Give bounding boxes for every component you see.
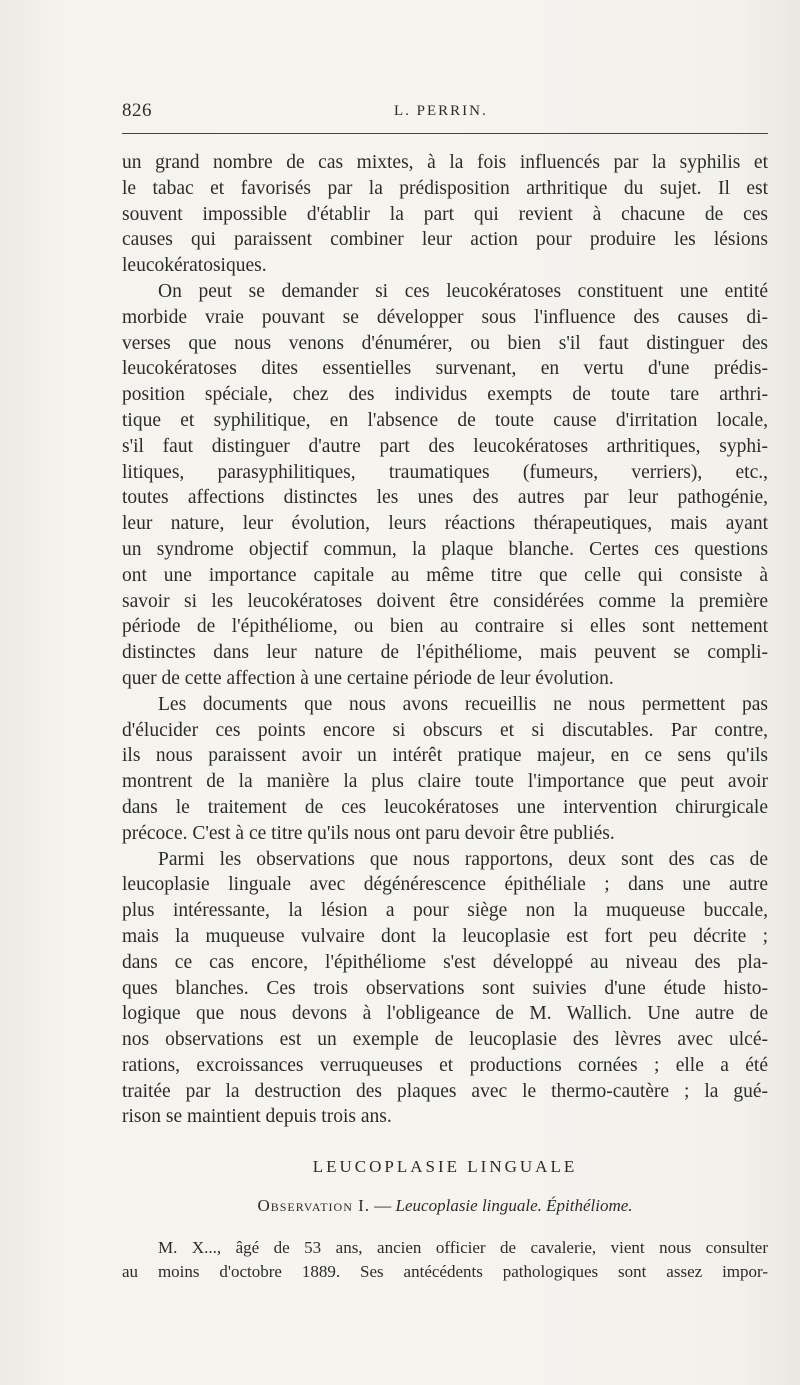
text-line: Parmi les observations que nous rapportons, deux sont des cas de [158,848,768,870]
text-line: rations, excroissances verruqueuses et productions cornées ; elle a été [122,1054,768,1076]
text-line: leucokératoses dites essentielles survenant, en vertu d'une prédis- [122,358,768,380]
text-line: toutes affections distinctes les unes des autres par leur pathogénie, [122,487,768,509]
text-line: ils nous paraissent avoir un intérêt pratique majeur, en ce sens qu'ils [122,745,768,767]
text-line: souvent impossible d'établir la part qui revient à chacune de ces [122,203,768,225]
text-line: rison se maintient depuis trois ans. [122,1106,392,1128]
text-line: mais la muqueuse vulvaire dont la leucoplasie est fort peu décrite ; [122,925,768,947]
page-number: 826 [122,100,152,121]
body-text [122,150,768,1130]
section-title: LEUCOPLASIE LINGUALE [312,1157,578,1176]
paragraph [122,279,768,692]
paragraph [122,150,768,279]
text-line: quer de cette affection à une certaine période de leur évolution. [122,667,614,689]
text-line: Les documents que nous avons recueillis ne nous permettent pas [158,693,768,715]
text-line: ont une importance capitale au même titre que celle qui consiste à [122,564,768,586]
text-line: un syndrome objectif commun, la plaque blanche. Certes ces questions [122,538,768,560]
text-line: dans le traitement de ces leucokératoses une intervention chirurgicale [122,796,768,818]
text-line: position spéciale, chez des individus exempts de toute tare arthri- [122,384,768,406]
running-head: L. PERRIN. [394,103,488,119]
text-line: période de l'épithéliome, ou bien au contraire si elles sont nettement [122,616,768,638]
text-line: au moins d'octobre 1889. Ses antécédents pathologiques sont assez impor- [122,1262,768,1281]
observation-title: Leucoplasie linguale. Épithéliome. [395,1196,633,1215]
text-line: nos observations est un exemple de leucoplasie des lèvres avec ulcé- [122,1029,768,1051]
observation-dash: — [370,1196,396,1215]
text-line: dans ce cas encore, l'épithéliome s'est développé au niveau des pla- [122,951,768,973]
text-line: On peut se demander si ces leucokératoses constituent une entité [158,280,768,302]
text-line: litiques, parasyphilitiques, traumatiques (fumeurs, verriers), etc., [122,461,768,483]
text-line: leur nature, leur évolution, leurs réactions thérapeutiques, mais ayant [122,513,768,535]
paragraph [122,847,768,1131]
text-line: M. X..., âgé de 53 ans, ancien officier de cavalerie, vient nous consulter [158,1238,768,1257]
text-line: distinctes dans leur nature de l'épithéliome, mais peuvent se compli- [122,642,768,664]
text-line: leucokératosiques. [122,255,267,277]
text-line: verses que nous venons d'énumérer, ou bien s'il faut distinguer des [122,332,768,354]
text-line: le tabac et favorisés par la prédisposition arthritique du sujet. Il est [122,177,768,199]
text-line: traitée par la destruction des plaques avec le thermo-cautère ; la gué- [122,1080,768,1102]
text-line: leucoplasie linguale avec dégénérescence épithéliale ; dans une autre [122,874,768,896]
text-line: plus intéressante, la lésion a pour siège non la muqueuse buccale, [122,900,768,922]
text-line: d'élucider ces points encore si obscurs et si discutables. Par contre, [122,719,768,741]
text-line: ques blanches. Ces trois observations sont suivies d'une étude histo- [122,977,768,999]
text-line: logique que nous devons à l'obligeance de M. Wallich. Une autre de [122,1003,768,1025]
observation-heading [122,1196,768,1216]
text-line: précoce. C'est à ce titre qu'ils nous ont paru devoir être publiés. [122,822,615,844]
text-line: un grand nombre de cas mixtes, à la fois influencés par la syphilis et [122,152,768,173]
page-header [122,100,768,128]
observation-text [122,1236,768,1284]
text-line: morbide vraie pouvant se développer sous l'influence des causes di- [122,306,768,328]
paragraph [122,692,768,847]
text-line: tique et syphilitique, en l'absence de toute cause d'irritation locale, [122,409,768,431]
header-rule [122,133,768,134]
text-line: causes qui paraissent combiner leur action pour produire les lésions [122,229,768,251]
text-line: savoir si les leucokératoses doivent être considérées comme la première [122,590,768,612]
text-line: montrent de la manière la plus claire toute l'importance que peut avoir [122,771,768,793]
text-line: s'il faut distinguer d'autre part des leucokératoses arthritiques, syphi- [122,435,768,457]
observation-label: Observation I. [257,1196,371,1215]
